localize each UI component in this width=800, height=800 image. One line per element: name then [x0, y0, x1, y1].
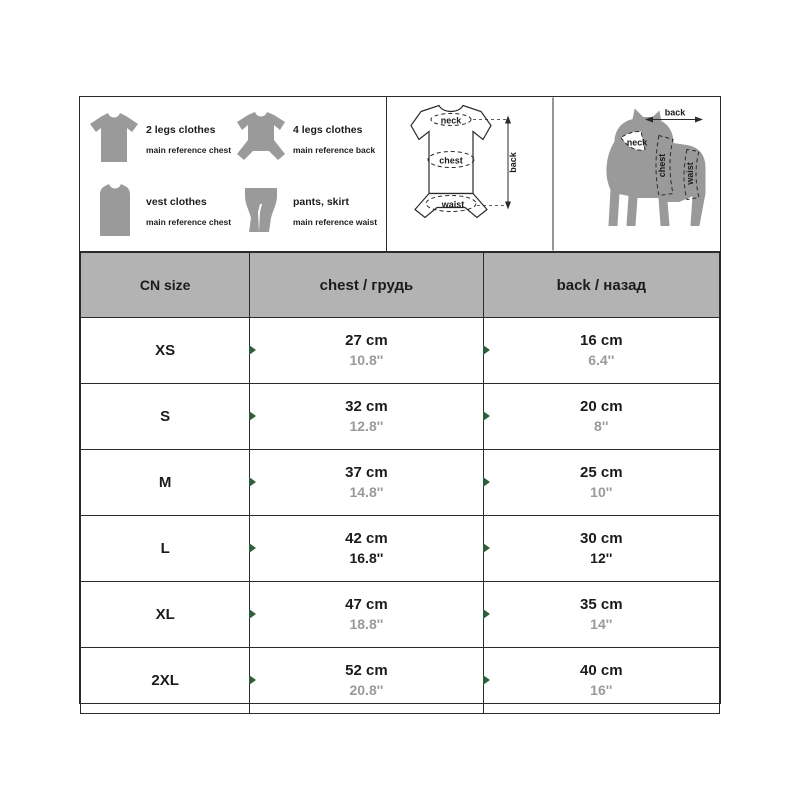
chest-cm: 32 cm — [345, 397, 388, 415]
legend-title: 4 legs clothes — [293, 124, 363, 136]
dog-label-back: back — [664, 107, 686, 118]
garment-label-neck: neck — [440, 115, 462, 126]
legend-item-2-legs — [88, 103, 235, 175]
back-cm: 30 cm — [580, 529, 623, 547]
tshirt-icon — [88, 110, 140, 168]
table-row — [81, 384, 720, 450]
header-chest: chest / грудь — [250, 253, 483, 318]
back-inch: 10'' — [590, 484, 613, 501]
back-cm: 40 cm — [580, 661, 623, 679]
back-cm: 20 cm — [580, 397, 623, 415]
cell-back — [483, 516, 719, 582]
garment-label-waist: waist — [441, 199, 465, 210]
back-cm: 25 cm — [580, 463, 623, 481]
cell-chest — [250, 450, 483, 516]
cell-size: XS — [81, 318, 250, 384]
back-inch: 8'' — [594, 418, 609, 435]
table-header-row — [81, 253, 720, 318]
legend-subtitle: main reference chest — [146, 145, 232, 155]
cell-back — [483, 648, 719, 714]
table-row — [81, 582, 720, 648]
cell-size: XL — [81, 582, 250, 648]
legend-text-2-legs — [146, 119, 231, 159]
chest-inch: 20.8'' — [349, 682, 384, 699]
legend-item-pants-skirt — [235, 175, 382, 247]
chest-inch: 14.8'' — [349, 484, 384, 501]
vest-icon — [88, 182, 140, 240]
legend-text-4-legs — [293, 119, 375, 159]
cell-back — [483, 318, 719, 384]
legend-title: vest clothes — [146, 196, 207, 208]
cell-size: L — [81, 516, 250, 582]
back-inch: 14'' — [590, 616, 613, 633]
chest-inch: 16.8'' — [349, 550, 384, 567]
diagram-svg — [387, 97, 720, 251]
chest-inch: 12.8'' — [349, 418, 384, 435]
chest-inch: 10.8'' — [349, 352, 384, 369]
chest-cm: 47 cm — [345, 595, 388, 613]
legend-item-vest — [88, 175, 235, 247]
cell-chest — [250, 582, 483, 648]
legend-title: 2 legs clothes — [146, 124, 216, 136]
cell-size: 2XL — [81, 648, 250, 714]
legend-title: pants, skirt — [293, 196, 350, 208]
legend-subtitle: main reference chest — [146, 217, 232, 227]
cell-size: M — [81, 450, 250, 516]
table-row — [81, 648, 720, 714]
dog-label-neck: neck — [626, 137, 648, 148]
legend-text-pants-skirt — [293, 191, 377, 231]
back-inch: 12'' — [590, 550, 613, 567]
four-leg-suit-icon — [235, 110, 287, 168]
chest-cm: 52 cm — [345, 661, 388, 679]
size-table — [80, 252, 720, 714]
pants-skirt-icon — [235, 182, 287, 240]
table-row — [81, 516, 720, 582]
cell-chest — [250, 516, 483, 582]
size-chart — [79, 96, 721, 704]
chest-cm: 37 cm — [345, 463, 388, 481]
cell-back — [483, 384, 719, 450]
table-row — [81, 318, 720, 384]
back-inch: 6.4'' — [588, 352, 615, 369]
header-back: back / назад — [483, 253, 719, 318]
chest-cm: 27 cm — [345, 331, 388, 349]
dog-label-chest: chest — [657, 153, 667, 178]
dog-diagram — [607, 108, 705, 226]
cell-back — [483, 450, 719, 516]
table-row — [81, 450, 720, 516]
garment-label-chest: chest — [439, 155, 463, 166]
cell-chest — [250, 384, 483, 450]
legend-icon-grid — [80, 97, 387, 251]
cell-chest — [250, 648, 483, 714]
back-cm: 35 cm — [580, 595, 623, 613]
chest-cm: 42 cm — [345, 529, 388, 547]
legend-item-4-legs — [235, 103, 382, 175]
legend-subtitle: main reference waist — [293, 217, 378, 227]
legend-text-vest — [146, 191, 231, 231]
header-cn-size: CN size — [81, 253, 250, 318]
measurement-diagrams — [387, 97, 720, 251]
chest-inch: 18.8'' — [349, 616, 384, 633]
garment-diagram — [411, 106, 518, 218]
dog-label-waist: waist — [685, 162, 695, 185]
cell-chest — [250, 318, 483, 384]
legend-row — [80, 97, 720, 252]
back-inch: 16'' — [590, 682, 613, 699]
cell-size: S — [81, 384, 250, 450]
back-cm: 16 cm — [580, 331, 623, 349]
legend-subtitle: main reference back — [293, 145, 376, 155]
cell-back — [483, 582, 719, 648]
garment-label-back: back — [508, 152, 518, 173]
